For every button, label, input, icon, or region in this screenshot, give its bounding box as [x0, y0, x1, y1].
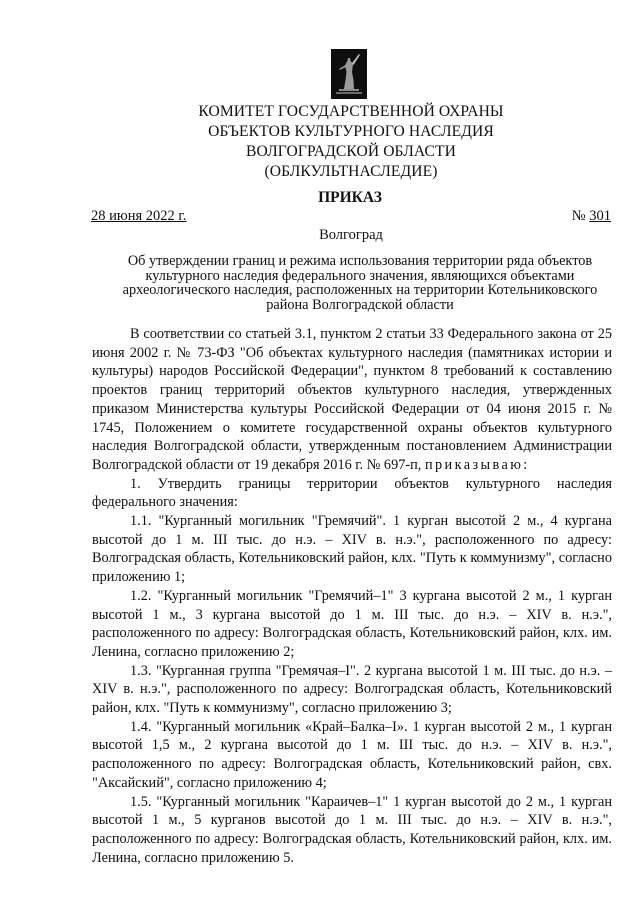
header-line-4: (ОБЛКУЛЬТНАСЛЕДИЕ) — [264, 163, 438, 180]
order-number-prefix: № — [571, 208, 586, 224]
intro-paragraph — [92, 325, 612, 475]
paragraph-1: 1. Утвердить границы территории объектов культурного наследия федерального значения: — [92, 475, 612, 511]
header-line-3: ВОЛГОГРАДСКОЙ ОБЛАСТИ — [246, 143, 456, 160]
paragraph-1-5: 1.5. "Курганный могильник "Караичев–1" 1 курган высотой до 2 м., 1 курган высотой 1 м., 5 курганов высотой до 1 м. III тыс. до н.э. – XIV в. н.э.", расположенного по адресу: Волгоградская область, Котельниковский район, клх. им. Ленина, согласно приложению 5. — [92, 793, 612, 866]
intro-text: В соответствии со статьей 3.1, пунктом 2 статьи 33 Федерального закона от 25 июня 2002 г. № 73-ФЗ "Об объектах культурного наследия (памятниках истории и культуры) народов Российской Федерации", пунктом 8 требований к составлению проектов границ территорий объектов культурного наследия, утвержденных приказом Министерства культуры Российской Федерации от 04 июня 2015 г. № 1745, Положением о комитете государственной охраны объектов культурного наследия Волгоградской области, утвержденным постановлением Администрации Волгоградской области от 19 декабря 2016 г. № 697-п, — [92, 326, 612, 473]
order-word: приказываю: — [424, 456, 530, 473]
order-number-value: 301 — [589, 208, 611, 224]
order-number — [572, 208, 611, 225]
committee-header — [0, 102, 640, 182]
header-line-2: ОБЪЕКТОВ КУЛЬТУРНОГО НАСЛЕДИЯ — [208, 123, 494, 140]
order-date: 28 июня 2022 г. — [91, 208, 187, 224]
paragraph-1-4: 1.4. "Курганный могильник «Край–Балка–I». 1 курган высотой 2 м., 1 курган высотой 1,5 м., 2 кургана высотой до 1 м. III тыс. до н.э. – XIV в. н.э.", расположенного по адресу: Волгоградская область, Котельниковский район, свх. "Аксайский", согласно приложению 4; — [92, 718, 612, 791]
document-title: ПРИКАЗ — [318, 189, 382, 206]
order-subject: Об утверждении границ и режима использования территории ряда объектов культурного наследия федерального значения, являющихся объектами археологического наследия, расположенных на территории Котельниковского района Волгоградской области — [122, 253, 598, 313]
order-city: Волгоград — [319, 227, 383, 243]
order-body — [92, 325, 612, 867]
paragraph-1-2: 1.2. "Курганный могильник "Гремячий–1" 3 кургана высотой 2 м., 1 курган высотой 1 м., 3 кургана высотой до 1 м. III тыс. до н.э. – XIV в. н.э.", расположенного по адресу: Волгоградская область, Котельниковский район, клх. им. Ленина, согласно приложению 2; — [92, 587, 612, 660]
header-line-1: КОМИТЕТ ГОСУДАРСТВЕННОЙ ОХРАНЫ — [198, 103, 504, 120]
motherland-statue-icon — [331, 49, 367, 99]
paragraph-1-3: 1.3. "Курганная группа "Гремячая–I". 2 кургана высотой 1 м. III тыс. до н.э. – XIV в. н.э.", расположенного по адресу: Волгоградская область, Котельниковский район, клх. "Путь к коммунизму", согласно приложению 3; — [92, 662, 612, 717]
paragraph-1-1: 1.1. "Курганный могильник "Гремячий". 1 курган высотой 2 м., 4 кургана высотой до 1 м. III тыс. до н.э. – XIV в. н.э.", расположенного по адресу: Волгоградская область, Котельниковский район, клх. "Путь к коммунизму", согласно приложению 1; — [92, 513, 612, 586]
coat-of-arms-emblem — [331, 49, 367, 99]
